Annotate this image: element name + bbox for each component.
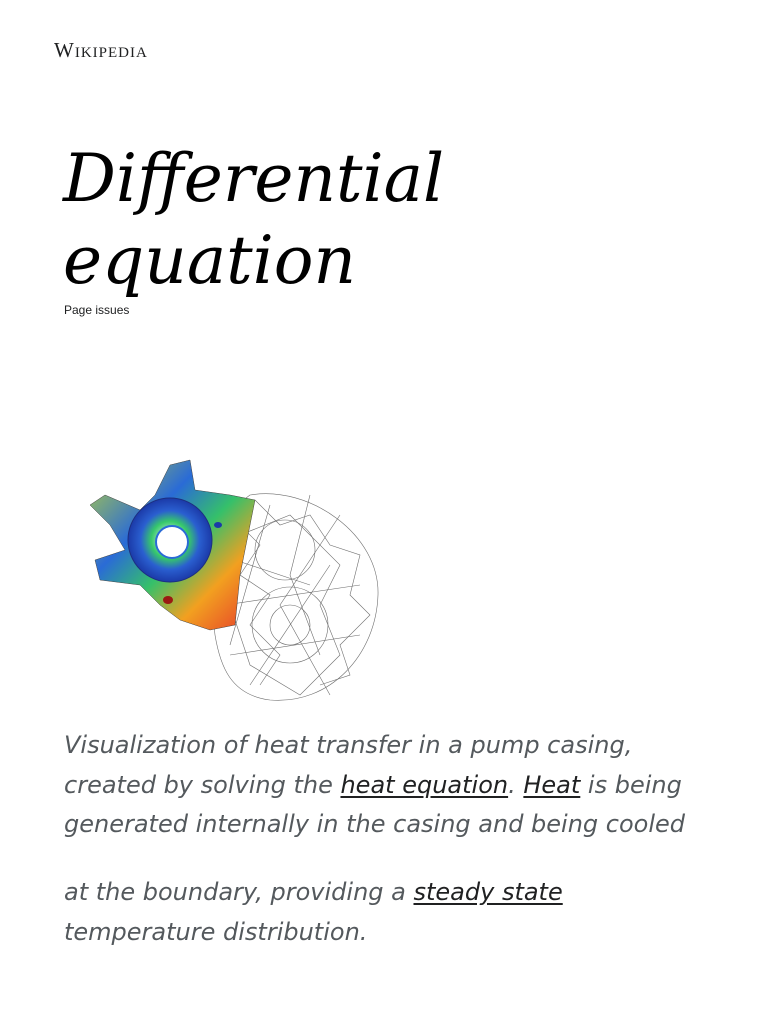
page-title: [63, 138, 703, 302]
caption-text: temperature distribution.: [64, 917, 368, 946]
caption-text: Visualization of heat transfer in a pump casing, created by solving the: [64, 731, 633, 799]
heat-equation-link[interactable]: heat equation: [340, 770, 509, 799]
image-caption-part-1: [64, 726, 704, 845]
image-caption-part-2: [64, 873, 704, 952]
heat-colored-section: [90, 460, 255, 630]
page-issues-link[interactable]: Page issues: [64, 303, 130, 317]
caption-text: .: [508, 770, 524, 799]
caption-text: is being generated internally in the casing and being cooled: [64, 770, 686, 838]
heat-link[interactable]: Heat: [523, 770, 581, 799]
pump-casing-heat-image[interactable]: [80, 455, 390, 715]
wikipedia-wordmark[interactable]: Wikipedia: [54, 38, 148, 62]
page-title-line-1: Differential: [63, 140, 445, 217]
caption-text: at the boundary, providing a: [64, 878, 414, 906]
steady-state-link[interactable]: steady state: [413, 878, 563, 906]
site-header: [54, 38, 148, 68]
page-title-line-2: equation: [63, 222, 357, 299]
